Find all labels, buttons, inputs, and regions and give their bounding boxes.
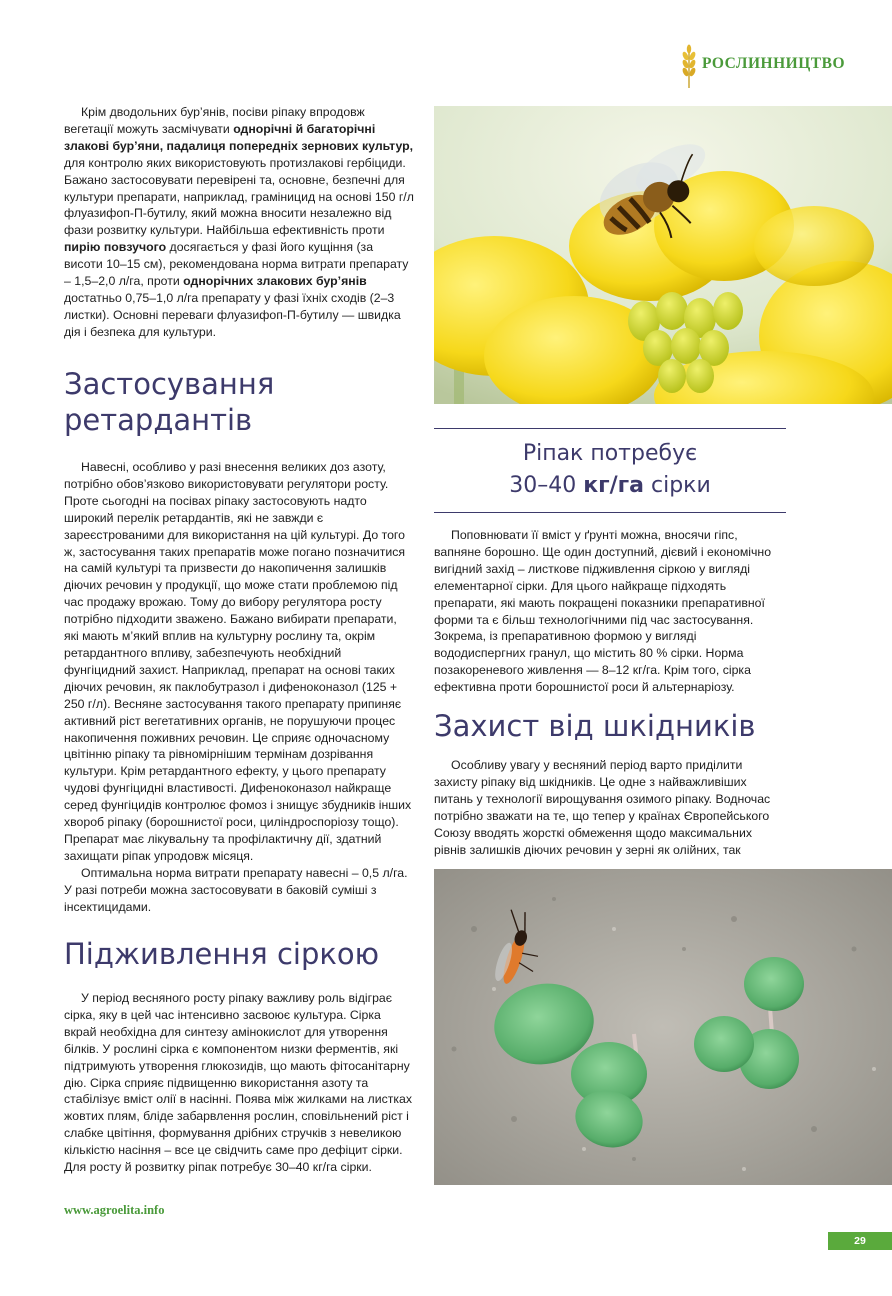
retardants-p1: Навесні, особливо у разі внесення великих доз азоту, потрібно обов’язково використовувати регулятори росту. Проте сьогодні на посівах ріпаку застосовують надто широкий перелік ретардантів, які не завжди є зареєстрованими для використання на цій культурі. До того ж, застосування таких препаратів може погано позначитися на самій культурі та призвести до накопичення залишків діючих речовин у продукції, що може стати проблемою під час продажу врожаю. Тому до вибору регулятора росту потрібно підходити зважено. Бажано вибирати препарати, які мають м’який вплив на культурну рослину та, окрім ретардантного впливу, забезпечують необхідний фунгіцидний захист. Наприклад, препарат на основі таких діючих речовин, як паклобутразол і дифеноконазол (125 + 250 г/л). Весняне застосування такого препарату припиняє активний ріст вегетативних органів, не порушуючи процес накопичення поживних речовин. Це сприяє одночасному цвітінню ріпаку та рівномірнішим термінам дозрівання культури. Крім ретардантного ефекту, у цього препарату чудові фунгіцидні властивості. Дифеноконазол найкраще серед фунгіцидів контролює фомоз і знищує збудників інших хвороб ріпаку (борошнистої роси, циліндроспоріозу тощо). Препарат має лікувальну та профілактичну дії, здатний захищати ріпак упродовж місяця.	[64, 460, 412, 863]
pull-quote-rule-top	[434, 428, 786, 429]
retardants-p2: Оптимальна норма витрати препарату навесні – 0,5 л/га. У разі потреби можна застосовувати в баковій суміші з інсектицидами.	[64, 865, 408, 914]
bee-on-rapeseed-flower-photo	[434, 106, 892, 404]
sulfur-continued-text: Поповнювати її вміст у ґрунті можна, вносячи гіпс, вапняне борошно. Ще один доступний, дієвий і економічно вигідний захід – листкове підживлення сіркою у вигляді елементарної сірки. Для цього найкраще підходять препарати, які мають покращені показники препаративної форми та є більш технологічними під час застосування. Зокрема, із препаративною формою у вигляді вододиспергних гранул, що містить 80 % сірки. Норма позакореневого живлення — 8–12 кг/га. Крім того, сірка ефективна проти борошнистої роси й альтернаріозу.	[434, 528, 772, 695]
pull-quote	[434, 438, 786, 502]
header	[676, 44, 866, 88]
heading-retardants: Застосування ретардантів	[64, 367, 275, 437]
heading-sulfur: Підживлення сіркою	[64, 937, 380, 971]
sulfur-p1: У період весняного росту ріпаку важливу роль відіграє сірка, яку в цей час інтенсивно засвоює культура. Сірка вкрай необхідна для синтезу амінокислот для утворення білків. У рослині сірка є компонентом низки ферментів, які підтримують утворення глюкозидів, що мають фітосанітарну дію. Сірка сприяє підвищенню використання азоту та стабілізує вміст олії в насінні. Поява між жилками на листках жовтих плям, бліде забарвлення рослин, сповільнений ріст і слабке цвітіння, формування дрібних стручків з невеликою кількістю насіння – все це свідчить саме про дефіцит сірки. Для росту й розвитку ріпак потребує 30–40 кг/га сірки.	[64, 991, 413, 1175]
wheat-ear-icon	[680, 44, 698, 88]
retardants-text	[64, 459, 415, 915]
footer-url[interactable]: www.agroelita.info	[64, 1203, 165, 1217]
intro-paragraph: Крім дводольних бур’янів, посіви ріпаку впродовж вегетації можуть засмічувати однорічні й багаторічні злакові бур’яни, падалиця попередніх зернових культур, для контролю яких використовують протизлакові гербіциди. Бажано застосовувати перевірені та, основне, безпечні для культури препарати, наприклад, граміницид на основі 150 г/л флуазифоп-П-бутилу, який можна вносити незалежно від фази розвитку культури. Найбільша ефективність проти пирію повзучого досягається у фазі його кущіння (за висоти 10–15 см), рекомендована норма витрати препарату – 1,5–2,0 л/га, проти однорічних злакових бур’янів достатньо 0,75–1,0 л/га препарату у фазі їхніх сходів (2–3 листки). Основні переваги флуазифоп-П-бутилу — швидка дія і безпека для культури.	[64, 105, 414, 339]
pull-quote-line1: Ріпак потребує	[522, 441, 698, 466]
pests-text: Особливу увагу у весняний період варто приділити захисту ріпаку від шкідників. Це одне з найважливіших питань у технології вирощування озимого ріпаку. Водночас потрібно зважати на те, що тепер у країнах Європейського Союзу вводять жорсткі обмеження щодо максимальних рівнів залишків діючих речовин у зерні як олійних, так	[434, 758, 771, 857]
pull-quote-rule-bottom	[434, 512, 786, 513]
sawfly-on-seedlings-photo	[434, 869, 892, 1185]
pull-quote-line2: 30–40 кг/га сірки	[509, 473, 711, 498]
section-label: РОСЛИННИЦТВО	[702, 55, 845, 72]
sulfur-text	[64, 990, 415, 1176]
page-number-badge: 29	[828, 1232, 892, 1250]
heading-pests: Захист від шкідників	[434, 709, 756, 743]
